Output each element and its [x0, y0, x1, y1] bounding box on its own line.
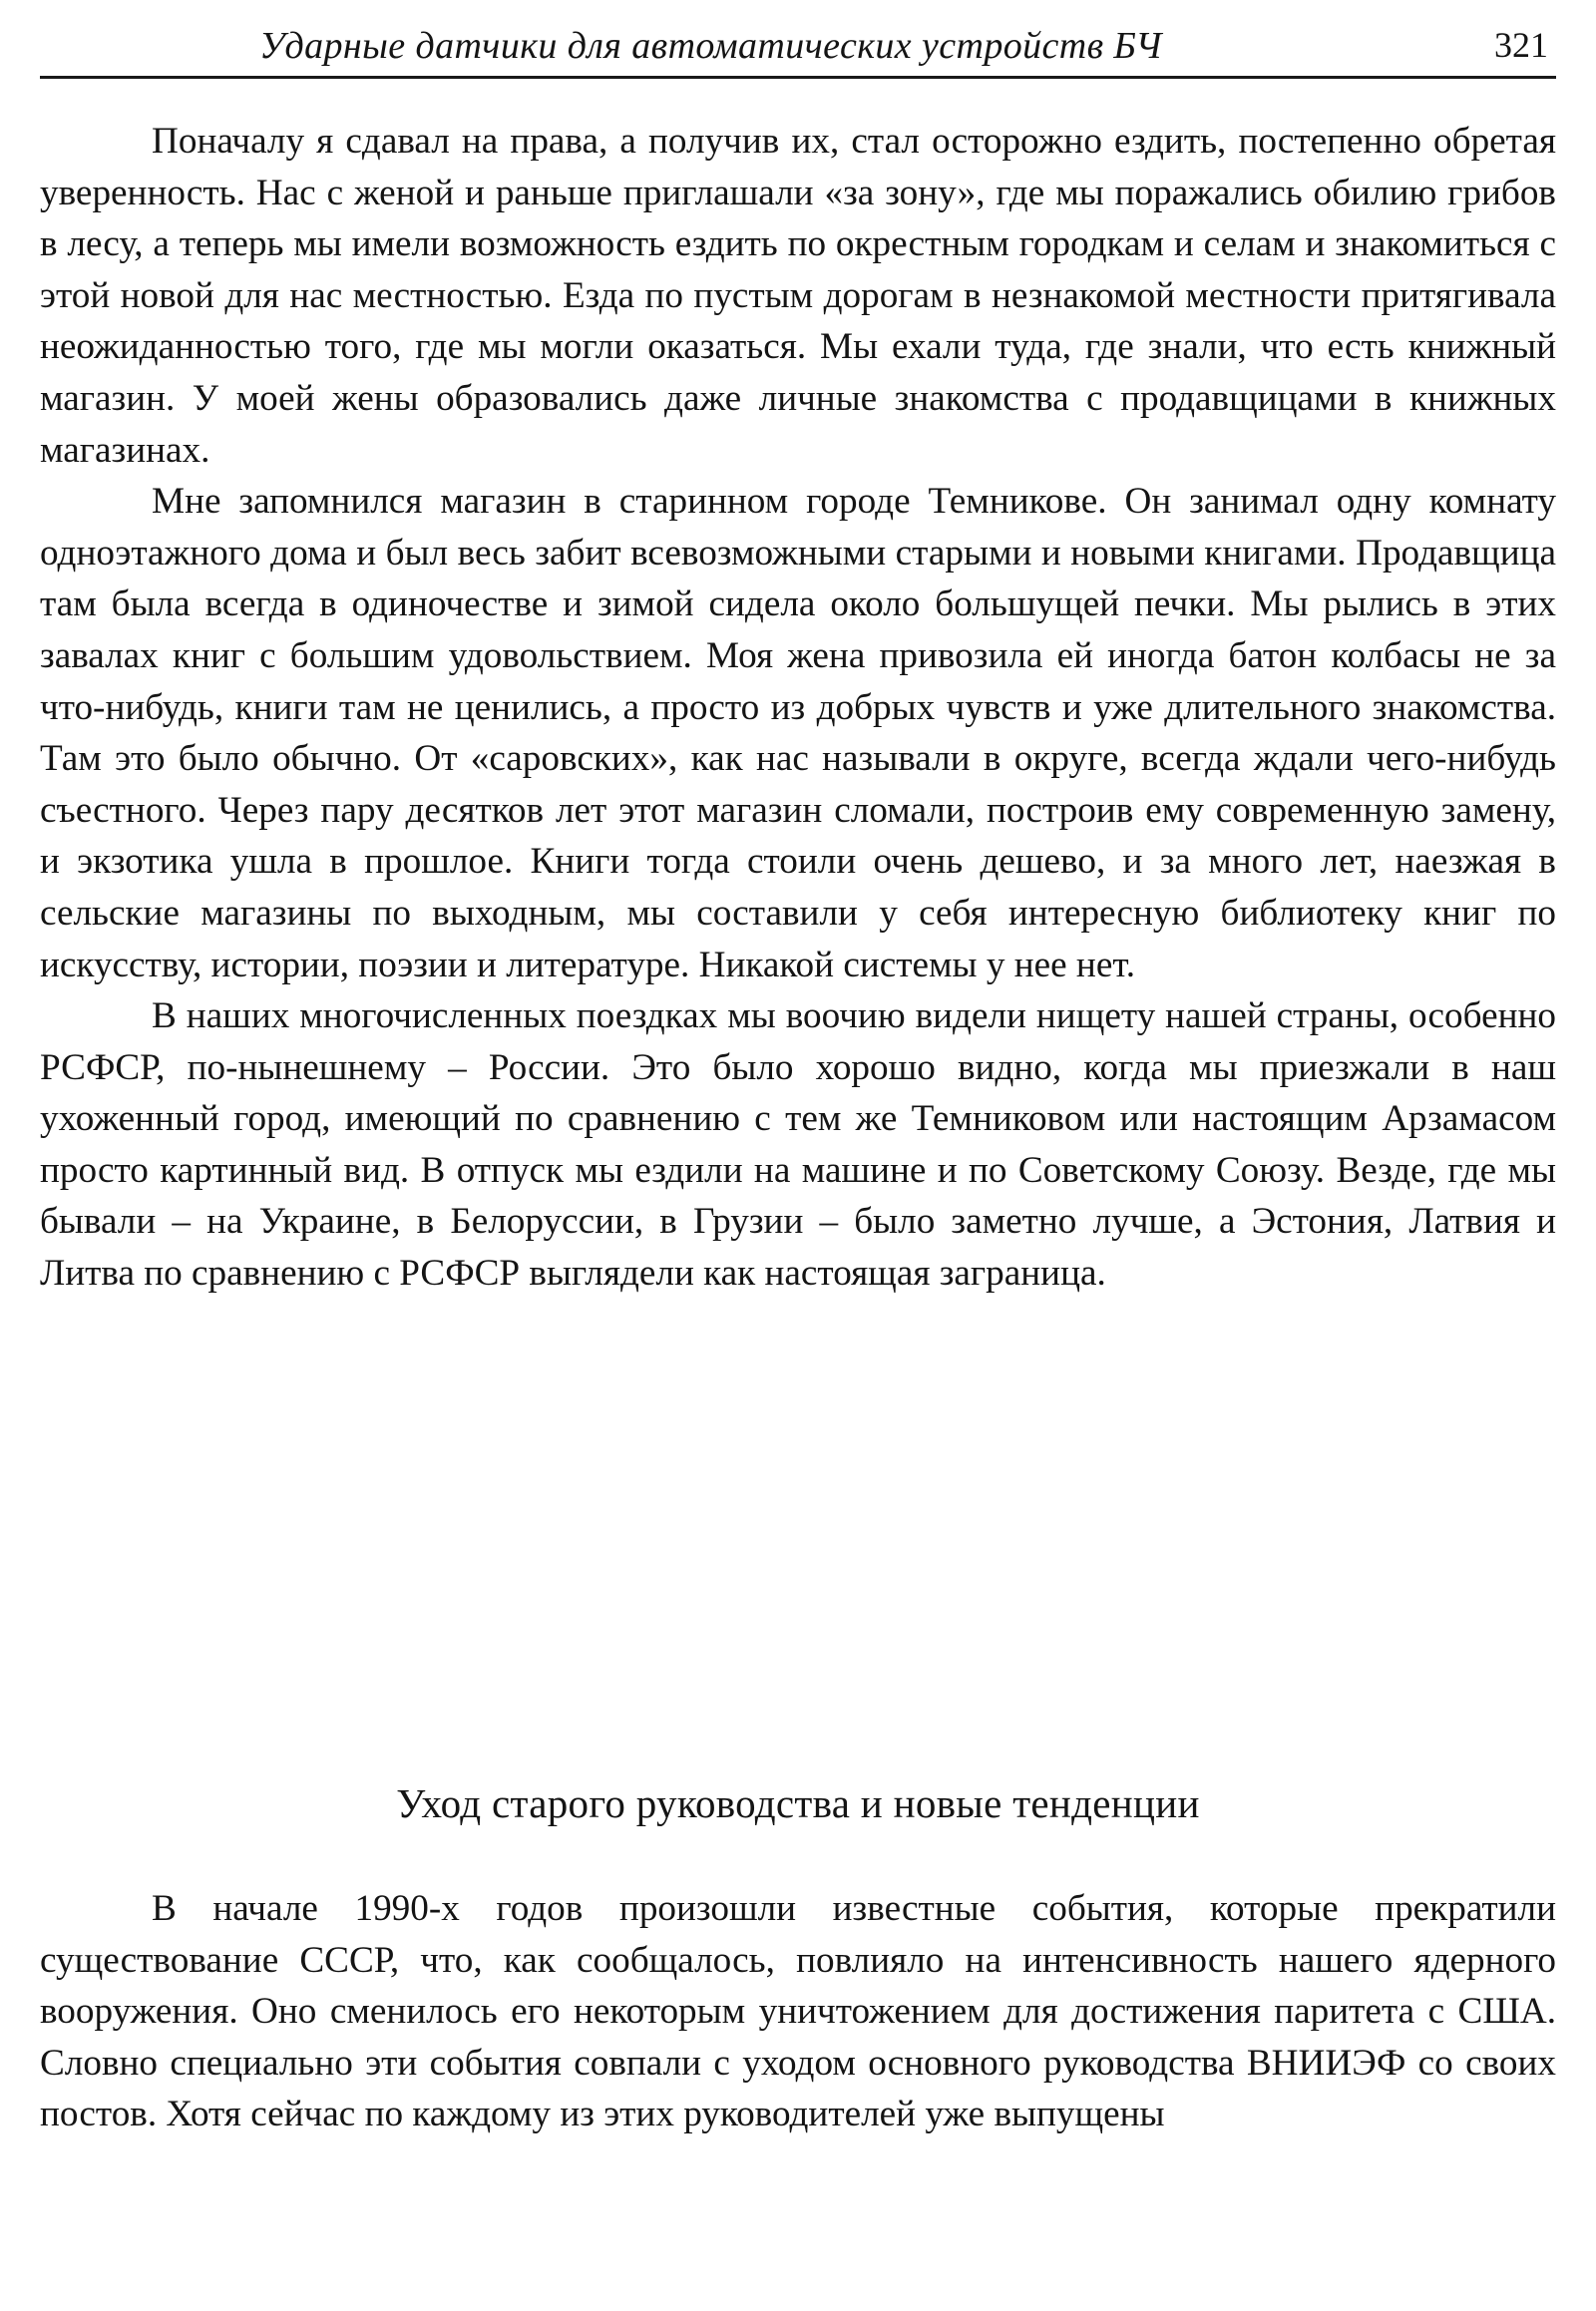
- paragraph: В наших многочисленных поездках мы воочию видели нищету нашей страны, особенно РСФСР, по-нынешнему – России. Это было хорошо видно, когда мы приезжали в наш ухоженный город, имеющий по сравнению с тем же Темниковом или настоящим Арзамасом просто картинный вид. В отпуск мы ездили на машине и по Советскому Союзу. Везде, где мы бывали – на Украине, в Белоруссии, в Грузии – было заметно лучше, а Эстония, Латвия и Литва по сравнению с РСФСР выглядели как настоящая заграница.: [40, 995, 1556, 1295]
- paragraph: Мне запомнился магазин в старинном городе Темникове. Он занимал одну комнату одноэтажного дома и был весь забит всевозможными старыми и новыми книгами. Продавщица там была всегда в одиночестве и зимой сидела около большущей печки. Мы рылись в этих завалах книг с большим удовольствием. Моя жена привозила ей иногда батон колбасы не за что-нибудь, книги там не ценились, а просто из добрых чувств и уже длительного знакомства. Там это было обычно. От «саровских», как нас называли в округе, всегда ждали чего-нибудь съестного. Через пару десятков лет этот магазин сломали, построив ему современную замену, и экзотика ушла в прошлое. Книги тогда стоили очень дешево, и за много лет, наезжая в сельские магазины по выходным, мы составили у себя интересную библиотеку книг по искусству, истории, поэзии и литературе. Никакой системы у нее нет.: [40, 481, 1556, 985]
- page-number: 321: [1494, 25, 1548, 65]
- paragraph: В начале 1990-х годов произошли известные события, которые прекратили существование СССР, что, как сообщалось, повлияло на интенсивность нашего ядерного вооружения. Оно сменилось его некоторым уничтожением для достижения паритета с США. Словно специально эти события совпали с уходом основного руководства ВНИИЭФ со своих постов. Хотя сейчас по каждому из этих руководителей уже выпущены: [40, 1888, 1556, 2135]
- body-text: [40, 116, 1556, 1300]
- running-header-title: Ударные датчики для автоматических устройств БЧ: [259, 25, 1162, 67]
- running-header: [40, 20, 1556, 79]
- book-page: [40, 0, 1556, 2311]
- section-heading: Уход старого руководства и новые тенденции: [396, 1780, 1200, 1826]
- paragraph: Поначалу я сдавал на права, а получив их, стал осторожно ездить, постепенно обретая уверенность. Нас с женой и раньше приглашали «за зону», где мы поражались обилию грибов в лесу, а теперь мы имели возможность ездить по окрестным городкам и селам и знакомиться с этой новой для нас местностью. Езда по пустым дорогам в незнакомой местности притягивала неожиданностью того, где мы могли оказаться. Мы ехали туда, где знали, что есть книжный магазин. У моей жены образовались даже личные знакомства с продавщицами в книжных магазинах.: [40, 121, 1556, 471]
- section-body-text: [40, 1883, 1556, 2140]
